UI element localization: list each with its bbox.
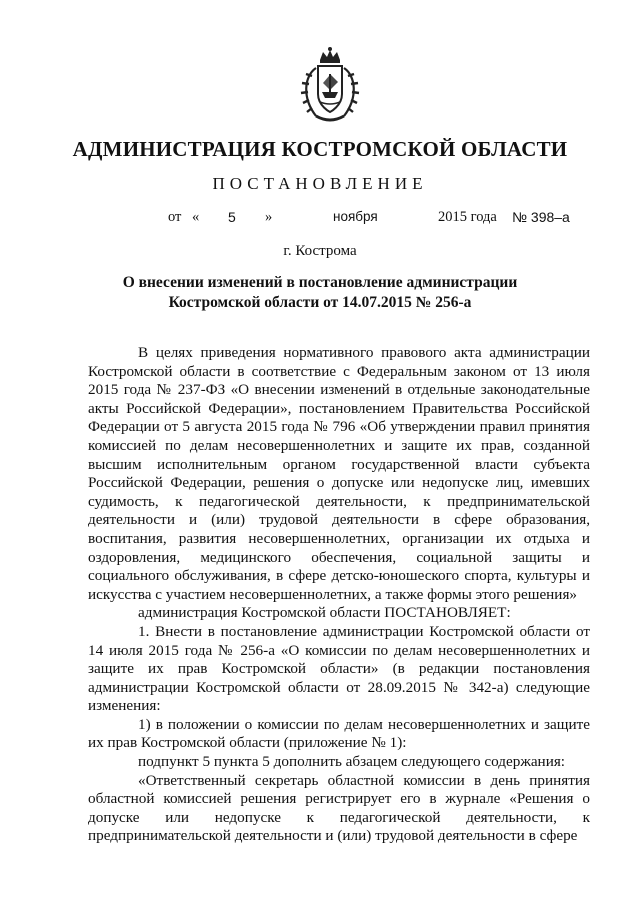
- date-day: 5: [228, 209, 236, 225]
- document-number: № 398–а: [512, 209, 570, 225]
- quote-paragraph: «Ответственный секретарь областной комиссии в день принятия областной комиссией решения регистрирует его в журнале «Решения о допуске или недопуске к педагогической деятельности, к предпринимательской деятельности и (или) трудовой деятельности в сфере: [88, 771, 590, 845]
- organization-title: АДМИНИСТРАЦИЯ КОСТРОМСКОЙ ОБЛАСТИ: [72, 137, 568, 161]
- date-prefix: от: [168, 209, 182, 225]
- city: г. Кострома: [283, 243, 357, 259]
- document-subject: [120, 273, 520, 313]
- kostroma-coat-of-arms-icon: [296, 46, 364, 126]
- date-close-quote: »: [265, 209, 273, 225]
- decree-paragraph: администрация Костромской области ПОСТАНОВЛЯЕТ:: [138, 604, 511, 622]
- coat-of-arms-emblem: [296, 46, 364, 126]
- subitem-1-paragraph: 1) в положении о комиссии по делам несовершеннолетних и защите их прав Костромской области (приложение № 1):: [88, 715, 590, 752]
- document-type: ПОСТАНОВЛЕНИЕ: [212, 174, 428, 193]
- subpoint-paragraph: подпункт 5 пункта 5 дополнить абзацем следующего содержания:: [138, 753, 566, 771]
- preamble-paragraph: В целях приведения нормативного правового акта администрации Костромской области в соответствие с Федеральным законом от 13 июля 2015 года № 237-ФЗ «О внесении изменений в отдельные законодательные акты Российской Федерации», постановлением Правительства Российской Федерации от 5 августа 2015 года № 796 «Об утверждении правил принятия комиссией по делам несовершеннолетних и защите их прав, созданной высшим исполнительным органом государственной власти субъекта Российской Федерации, решения о допуске или недопуске лиц, имевших судимость, к педагогической деятельности, к предпринимательской деятельности и (или) трудовой деятельности в сфере образования, воспитания, развития несовершеннолетних, организации их отдыха и оздоровления, медицинского обеспечения, социальной защиты и социального обслуживания, в сфере детско-юношеского спорта, культуры и искусства с участием несовершеннолетних, а также формы этого решения»: [88, 344, 590, 603]
- subject-line-1: О внесении изменений в постановление администрации: [122, 274, 518, 291]
- date-year: 2015 года: [438, 209, 497, 225]
- date-month: ноября: [333, 209, 378, 224]
- subject-line-2: Костромской области от 14.07.2015 № 256-а: [168, 294, 472, 311]
- document-body: [88, 344, 590, 846]
- item-1-paragraph: 1. Внести в постановление администрации Костромской области от 14 июля 2015 года № 256-а «О комиссии по делам несовершеннолетних и защите их прав Костромской области» (в редакции постановления администрации Костромской области от 28.09.2015 № 342-а) следующие изменения:: [88, 622, 590, 715]
- date-open-quote: «: [192, 209, 200, 225]
